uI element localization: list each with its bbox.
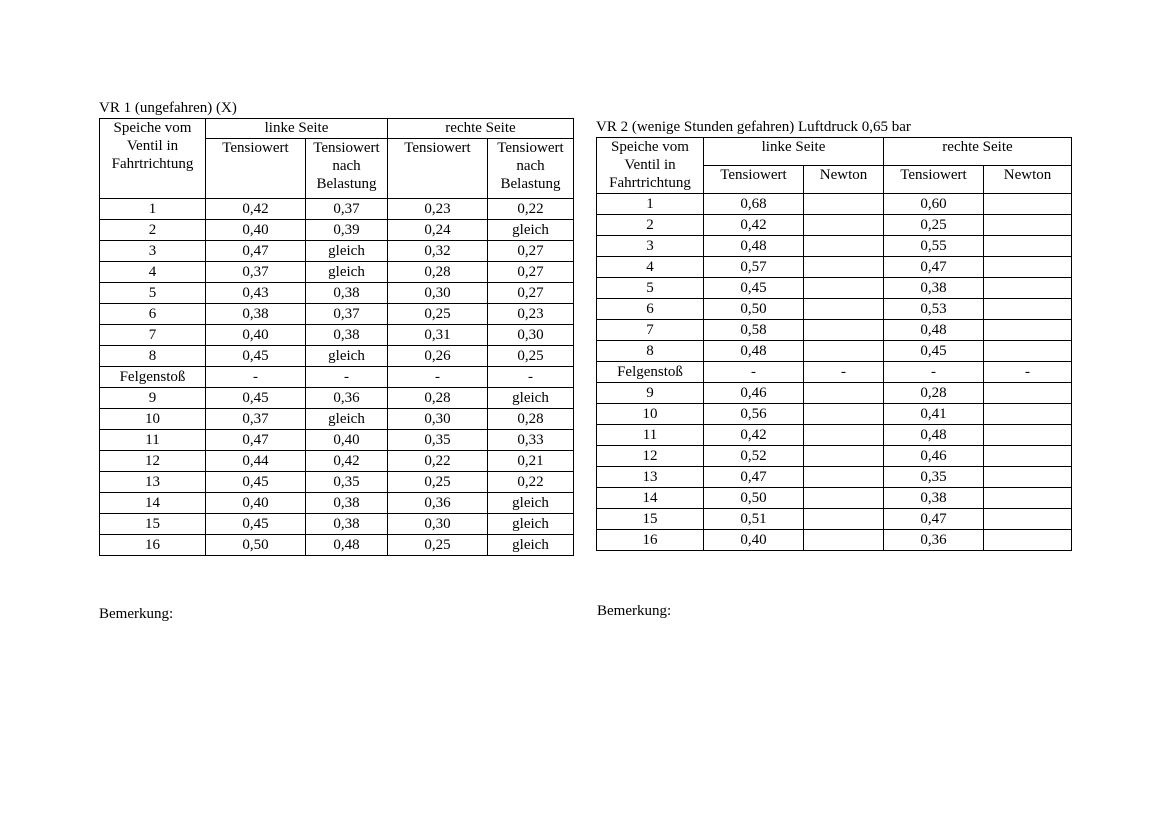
- spoke-cell: 3: [597, 236, 704, 257]
- table-vr2-block: [596, 118, 1072, 551]
- header-right-side: rechte Seite: [388, 119, 574, 139]
- value-cell: 0,28: [388, 262, 488, 283]
- header-left-side: linke Seite: [704, 138, 884, 166]
- value-cell: 0,42: [206, 199, 306, 220]
- table-row: [100, 241, 574, 262]
- spoke-cell: 1: [100, 199, 206, 220]
- value-cell: 0,43: [206, 283, 306, 304]
- spoke-cell: 13: [100, 472, 206, 493]
- value-cell: 0,23: [388, 199, 488, 220]
- value-cell: 0,48: [306, 535, 388, 556]
- value-cell: gleich: [488, 514, 574, 535]
- value-cell: 0,53: [884, 299, 984, 320]
- value-cell: 0,25: [388, 304, 488, 325]
- value-cell: 0,48: [704, 341, 804, 362]
- spoke-cell: 14: [100, 493, 206, 514]
- value-cell: 0,42: [704, 425, 804, 446]
- value-cell: gleich: [306, 409, 388, 430]
- table-row: [100, 262, 574, 283]
- spoke-cell: 8: [597, 341, 704, 362]
- value-cell: 0,50: [704, 488, 804, 509]
- spoke-cell: 12: [100, 451, 206, 472]
- spoke-cell: 6: [100, 304, 206, 325]
- table-vr1-body: [100, 199, 574, 556]
- value-cell: -: [206, 367, 306, 388]
- value-cell: -: [884, 362, 984, 383]
- value-cell: 0,68: [704, 194, 804, 215]
- spoke-cell: 2: [100, 220, 206, 241]
- header-right-tensio: Tensiowert: [388, 139, 488, 199]
- table-row: [100, 451, 574, 472]
- table-row: [100, 430, 574, 451]
- value-cell: 0,35: [884, 467, 984, 488]
- value-cell: 0,38: [884, 488, 984, 509]
- value-cell: 0,22: [388, 451, 488, 472]
- value-cell: 0,41: [884, 404, 984, 425]
- value-cell: 0,47: [884, 509, 984, 530]
- table-row: [597, 530, 1072, 551]
- value-cell: -: [804, 362, 884, 383]
- table-row: [597, 509, 1072, 530]
- header-right-tensio: Tensiowert: [884, 166, 984, 194]
- value-cell: [984, 383, 1072, 404]
- value-cell: 0,42: [704, 215, 804, 236]
- table-row: [597, 383, 1072, 404]
- table-row: [597, 467, 1072, 488]
- table-vr1-block: [99, 99, 574, 556]
- value-cell: 0,46: [704, 383, 804, 404]
- value-cell: 0,44: [206, 451, 306, 472]
- value-cell: 0,37: [306, 199, 388, 220]
- value-cell: [984, 257, 1072, 278]
- value-cell: gleich: [306, 262, 388, 283]
- value-cell: [984, 236, 1072, 257]
- value-cell: 0,37: [206, 262, 306, 283]
- value-cell: 0,38: [306, 493, 388, 514]
- table-row: [100, 304, 574, 325]
- value-cell: 0,25: [884, 215, 984, 236]
- table-row: [597, 194, 1072, 215]
- value-cell: 0,38: [306, 325, 388, 346]
- value-cell: gleich: [306, 346, 388, 367]
- header-spoke: Speiche vom Ventil in Fahrtrichtung: [597, 138, 704, 194]
- header-left-tensio-after-load: Tensiowert nach Belastung: [306, 139, 388, 199]
- value-cell: 0,35: [306, 472, 388, 493]
- spoke-cell: 13: [597, 467, 704, 488]
- table-row: [100, 220, 574, 241]
- value-cell: [984, 446, 1072, 467]
- value-cell: 0,26: [388, 346, 488, 367]
- spoke-cell: 6: [597, 299, 704, 320]
- value-cell: [804, 425, 884, 446]
- value-cell: [984, 299, 1072, 320]
- spoke-cell: 4: [597, 257, 704, 278]
- value-cell: 0,56: [704, 404, 804, 425]
- spoke-cell: 8: [100, 346, 206, 367]
- table-vr1: [99, 118, 574, 556]
- spoke-cell: 15: [100, 514, 206, 535]
- value-cell: 0,40: [206, 220, 306, 241]
- value-cell: 0,38: [306, 514, 388, 535]
- table-vr2: [596, 137, 1072, 551]
- value-cell: 0,51: [704, 509, 804, 530]
- value-cell: [804, 530, 884, 551]
- value-cell: 0,24: [388, 220, 488, 241]
- table-row: [100, 535, 574, 556]
- table-row: [597, 257, 1072, 278]
- value-cell: 0,32: [388, 241, 488, 262]
- value-cell: [804, 278, 884, 299]
- value-cell: [984, 215, 1072, 236]
- value-cell: [804, 383, 884, 404]
- header-right-side: rechte Seite: [884, 138, 1072, 166]
- value-cell: [804, 467, 884, 488]
- value-cell: 0,40: [306, 430, 388, 451]
- value-cell: [984, 425, 1072, 446]
- value-cell: 0,46: [884, 446, 984, 467]
- table-row: [100, 409, 574, 430]
- spoke-cell: 15: [597, 509, 704, 530]
- value-cell: [984, 341, 1072, 362]
- table-row: [597, 320, 1072, 341]
- header-right-newton: Newton: [984, 166, 1072, 194]
- table-row: [597, 362, 1072, 383]
- value-cell: 0,55: [884, 236, 984, 257]
- value-cell: 0,45: [206, 514, 306, 535]
- table-row: [597, 278, 1072, 299]
- value-cell: 0,47: [884, 257, 984, 278]
- spoke-cell: 11: [597, 425, 704, 446]
- value-cell: 0,22: [488, 199, 574, 220]
- value-cell: 0,40: [704, 530, 804, 551]
- remark-vr1: Bemerkung:: [99, 606, 174, 622]
- value-cell: 0,25: [388, 472, 488, 493]
- value-cell: 0,47: [704, 467, 804, 488]
- spoke-cell: 4: [100, 262, 206, 283]
- spoke-cell: 10: [597, 404, 704, 425]
- spoke-cell: 5: [100, 283, 206, 304]
- header-left-side: linke Seite: [206, 119, 388, 139]
- value-cell: [804, 320, 884, 341]
- spoke-cell: 14: [597, 488, 704, 509]
- value-cell: 0,48: [884, 425, 984, 446]
- spoke-cell: 7: [597, 320, 704, 341]
- value-cell: [984, 194, 1072, 215]
- value-cell: 0,39: [306, 220, 388, 241]
- spoke-cell: 16: [100, 535, 206, 556]
- table-row: [100, 346, 574, 367]
- value-cell: 0,48: [704, 236, 804, 257]
- value-cell: [804, 341, 884, 362]
- value-cell: [984, 467, 1072, 488]
- spoke-cell: 11: [100, 430, 206, 451]
- value-cell: 0,47: [206, 241, 306, 262]
- value-cell: 0,30: [488, 325, 574, 346]
- value-cell: [984, 488, 1072, 509]
- value-cell: 0,27: [488, 283, 574, 304]
- value-cell: [984, 404, 1072, 425]
- value-cell: [804, 404, 884, 425]
- value-cell: 0,25: [388, 535, 488, 556]
- table-row: [597, 446, 1072, 467]
- value-cell: 0,45: [206, 388, 306, 409]
- table-row: [100, 493, 574, 514]
- table-vr2-body: [597, 194, 1072, 551]
- spoke-cell: Felgenstoß: [597, 362, 704, 383]
- remark-vr2: Bemerkung:: [597, 603, 672, 619]
- value-cell: -: [488, 367, 574, 388]
- spoke-cell: 12: [597, 446, 704, 467]
- value-cell: 0,22: [488, 472, 574, 493]
- value-cell: [804, 446, 884, 467]
- value-cell: 0,37: [206, 409, 306, 430]
- value-cell: -: [704, 362, 804, 383]
- table-row: [100, 283, 574, 304]
- value-cell: 0,28: [388, 388, 488, 409]
- value-cell: 0,36: [306, 388, 388, 409]
- header-left-tensio: Tensiowert: [206, 139, 306, 199]
- value-cell: [804, 509, 884, 530]
- value-cell: gleich: [488, 388, 574, 409]
- value-cell: 0,40: [206, 325, 306, 346]
- spoke-cell: 3: [100, 241, 206, 262]
- table-row: [100, 514, 574, 535]
- value-cell: 0,28: [488, 409, 574, 430]
- spoke-cell: 10: [100, 409, 206, 430]
- value-cell: 0,48: [884, 320, 984, 341]
- value-cell: -: [388, 367, 488, 388]
- value-cell: [804, 299, 884, 320]
- spoke-cell: 9: [597, 383, 704, 404]
- value-cell: 0,60: [884, 194, 984, 215]
- value-cell: 0,40: [206, 493, 306, 514]
- value-cell: 0,50: [206, 535, 306, 556]
- value-cell: 0,33: [488, 430, 574, 451]
- table-row: [100, 367, 574, 388]
- table-vr2-caption: VR 2 (wenige Stunden gefahren) Luftdruck 0,65 bar: [596, 119, 911, 135]
- table-vr1-caption: VR 1 (ungefahren) (X): [99, 100, 237, 116]
- value-cell: 0,58: [704, 320, 804, 341]
- value-cell: 0,30: [388, 514, 488, 535]
- value-cell: 0,45: [704, 278, 804, 299]
- spoke-cell: 2: [597, 215, 704, 236]
- value-cell: 0,35: [388, 430, 488, 451]
- table-row: [597, 425, 1072, 446]
- table-row: [100, 199, 574, 220]
- table-row: [597, 236, 1072, 257]
- value-cell: -: [984, 362, 1072, 383]
- value-cell: 0,38: [306, 283, 388, 304]
- spoke-cell: Felgenstoß: [100, 367, 206, 388]
- table-row: [100, 472, 574, 493]
- header-right-tensio-after-load: Tensiowert nach Belastung: [488, 139, 574, 199]
- value-cell: 0,30: [388, 283, 488, 304]
- value-cell: 0,27: [488, 262, 574, 283]
- value-cell: -: [306, 367, 388, 388]
- value-cell: [984, 278, 1072, 299]
- table-row: [597, 404, 1072, 425]
- value-cell: 0,57: [704, 257, 804, 278]
- value-cell: [804, 236, 884, 257]
- value-cell: [984, 530, 1072, 551]
- table-row: [597, 488, 1072, 509]
- value-cell: 0,47: [206, 430, 306, 451]
- header-left-tensio: Tensiowert: [704, 166, 804, 194]
- spoke-cell: 16: [597, 530, 704, 551]
- value-cell: 0,45: [884, 341, 984, 362]
- value-cell: 0,38: [884, 278, 984, 299]
- value-cell: 0,21: [488, 451, 574, 472]
- table-row: [100, 325, 574, 346]
- value-cell: 0,30: [388, 409, 488, 430]
- header-left-newton: Newton: [804, 166, 884, 194]
- value-cell: 0,45: [206, 346, 306, 367]
- value-cell: [804, 194, 884, 215]
- value-cell: [984, 509, 1072, 530]
- value-cell: 0,42: [306, 451, 388, 472]
- value-cell: gleich: [488, 220, 574, 241]
- value-cell: 0,45: [206, 472, 306, 493]
- spoke-cell: 5: [597, 278, 704, 299]
- value-cell: 0,52: [704, 446, 804, 467]
- value-cell: [804, 215, 884, 236]
- value-cell: 0,25: [488, 346, 574, 367]
- value-cell: gleich: [488, 535, 574, 556]
- spoke-cell: 7: [100, 325, 206, 346]
- value-cell: 0,28: [884, 383, 984, 404]
- value-cell: 0,23: [488, 304, 574, 325]
- value-cell: 0,38: [206, 304, 306, 325]
- header-spoke: Speiche vom Ventil in Fahrtrichtung: [100, 119, 206, 199]
- value-cell: [804, 488, 884, 509]
- table-row: [100, 388, 574, 409]
- table-row: [597, 341, 1072, 362]
- value-cell: [984, 320, 1072, 341]
- value-cell: 0,50: [704, 299, 804, 320]
- value-cell: gleich: [488, 493, 574, 514]
- spoke-cell: 1: [597, 194, 704, 215]
- value-cell: 0,36: [884, 530, 984, 551]
- table-row: [597, 299, 1072, 320]
- value-cell: 0,27: [488, 241, 574, 262]
- value-cell: 0,36: [388, 493, 488, 514]
- table-row: [597, 215, 1072, 236]
- value-cell: gleich: [306, 241, 388, 262]
- value-cell: 0,31: [388, 325, 488, 346]
- value-cell: 0,37: [306, 304, 388, 325]
- spoke-cell: 9: [100, 388, 206, 409]
- value-cell: [804, 257, 884, 278]
